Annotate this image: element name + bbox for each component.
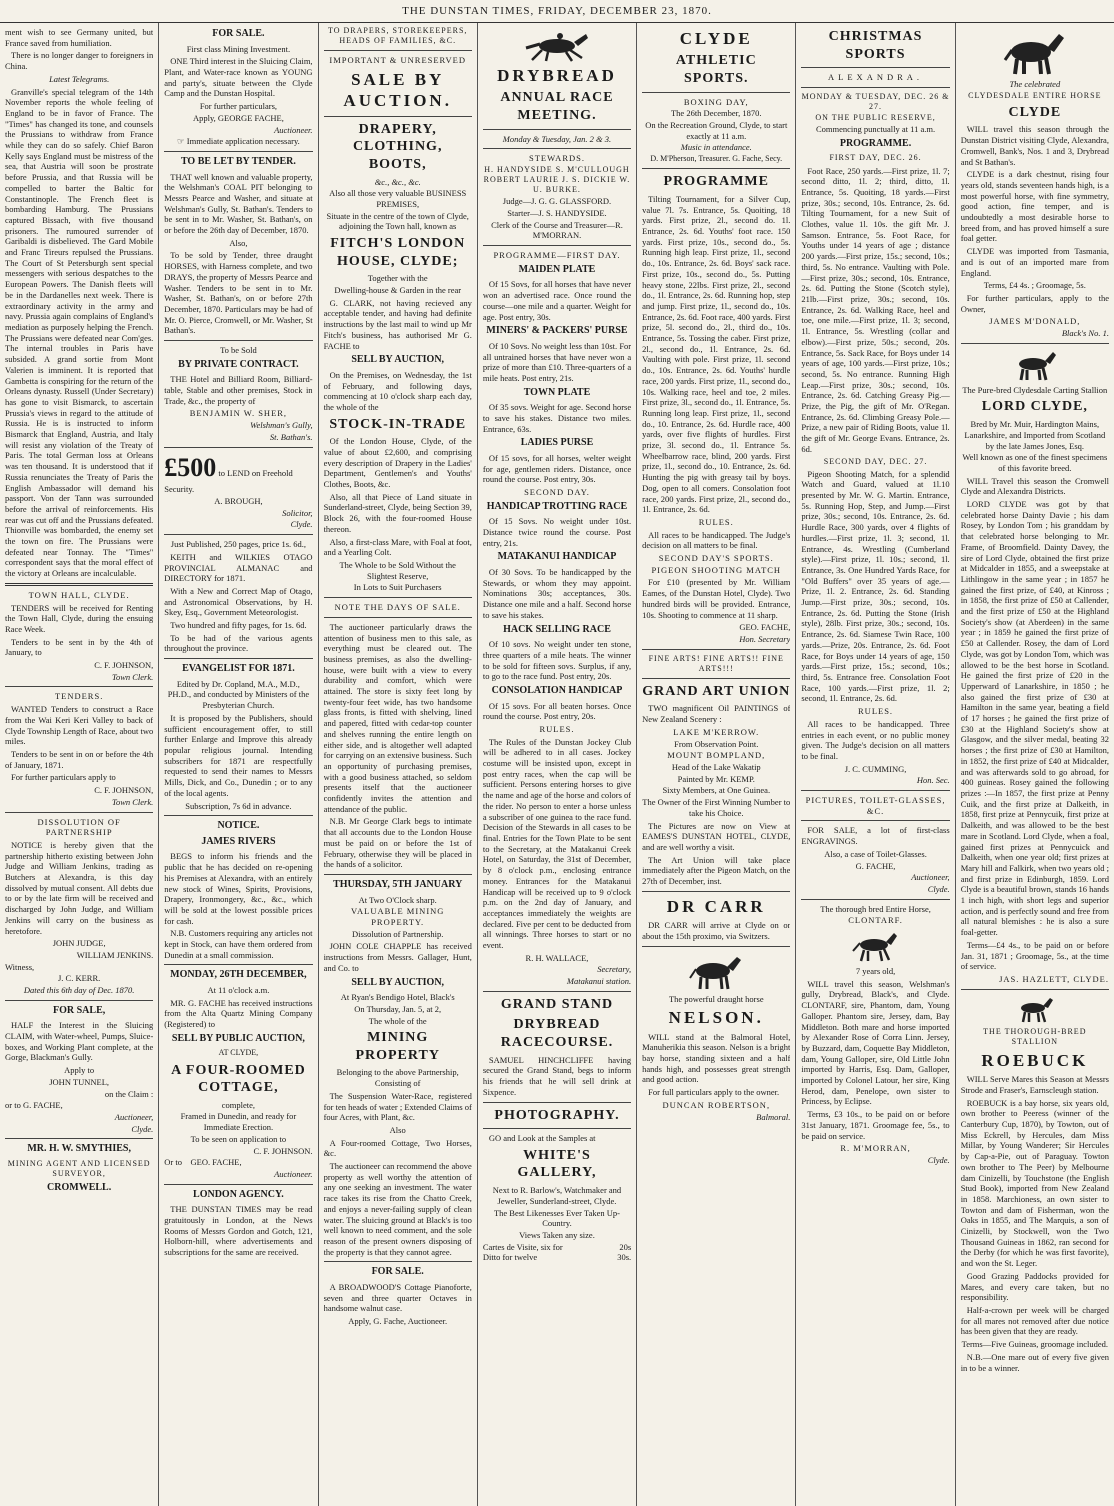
sale-heading-3: FOR SALE. [371,1266,424,1278]
clydesdale-heading: CLYDESDALE ENTIRE HORSE [968,90,1102,100]
consolation-heading: CONSOLATION HANDICAP [491,684,623,696]
nb-text: N.B. Mr George Clark begs to intimate that all accounts due to the London House must be paid on or before the 1st of February, otherwise they will be placed in the hands of a solicitor. [323,816,472,870]
tenders-signature-role: Town Clerk. [112,796,154,807]
matakanui-text: Of 30 Sovs. To be handicapped by the Stewards, or whom they may appoint. Nominations 30s; acceptances, 30s. Distance one mile and a half. Second horse to save his stakes. [482,567,632,620]
second-events: Pigeon Shooting Match, for a splendid Watch and Guard, valued at 1l.10 presented by Mr. W. G. Martin. Entrance, 5s. Running Hop, Step, and Jump.—First prize, 30s.; second, 10s. Entrance, 2s. 6d. Hurdle Race, 300 yards, over 4 flights of hurdles.—First prize, 1l. 3; second, 1l. Entrance, 4s. Wrestling (Cumberland style).—First prize, 1l. 10s.; second, 1l. Entrance, 3s. One Hundred Yards Race, for "Old Buffers" over 35 years of age.—Prize, 1l. 2. Entrance, 2s. 6d. Standing Jump.—First prize, 30s.; second, 10s. Entrance, 2s. 6d. Putting the Stone (Irish style), 28lb. First prize, 30s.; second, 10s. Entrance, 2s. 6d. Siamese Twin Race, 100 yards.—Prize, 20s. Entrance, 2s. 6d. Foot Race, for Boys under 14 years of age, 150 yards.—First prize, 15s.; second, 10s.; third, 5s. Entrance free. Consolation Foot Race, 100 yards.—First prize, 1l. 2; second, 1l. Entrance, 2s. 6d. [801,468,950,704]
forsale-role-2: Auctioneer. [274,124,313,135]
column-1 [0,23,159,1506]
race-text: The Suspension Water-Race, registered for ten heads of water ; Extended Claims of four Acres, with Plant, &c. [323,1090,472,1123]
forsale-text: HALF the Interest in the Sluicing CLAIM, with Water-wheel, Pumps, Sluice-boxes, and Working Plant complete, at the Gorge, Blackman's Gully. [5,1020,154,1063]
clyde-text-2: CLYDE is a dark chestnut, rising four years old, stands seventeen hands high, is a most powerful horse, with fine symmetry, good action, fine temper, and is undoubtedly a most desirable horse to breed from, and has proved himself a sure foal getter. [960,169,1109,244]
second-day-heading: SECOND DAY. [524,487,590,498]
art-union-text: The Art Union will take place immediately after the Pigeon Match, on the 27th of December, inst. [642,854,791,887]
celebrated-text: The celebrated [1009,79,1061,89]
also-text: Also all those very valuable BUSINESS PREMISES, [329,188,467,209]
programme-heading-2: PROGRAMME [663,174,769,190]
clark-text: G. CLARK, not having recieved any acceptable tender, and having had definite instructions by the last mail to wind up Mr Fitch's business, has authorised Mr G. FACHE to [323,297,472,351]
roebuck-text: WILL Serve Mares this Season at Messrs Strode and Fraser's, Earnscleugh station. [960,1074,1109,1095]
forsale-heading: FOR SALE, [53,1004,106,1016]
alexandra-dates: MONDAY & TUESDAY, DEC. 26 & 27. [801,91,950,112]
morran-name: R. M'MORRAN, [840,1143,911,1154]
handicap-trot-heading: HANDICAP TROTTING RACE [486,500,628,512]
nelson-owner: DUNCAN ROBERTSON, [662,1099,771,1110]
note-text: NOTE THE DAYS OF SALE. [334,602,461,613]
evangelist-heading: EVANGELIST FOR 1871. [182,663,295,675]
miners-text: Of 10 Sovs. No weight less than 10st. For all untrained horses that have never won a prize of more than £10. Three-quarters of a mile heats. Post entry, 21s. [482,340,632,383]
judge-text: Judge—J. G. G. GLASSFORD. [502,196,612,207]
view-text: The Pictures are now on View at EAMES'S DUNSTAN HOTEL, CLYDE, and are well worthy a visit. [642,820,791,852]
column-5 [637,23,796,1506]
townhall-heading: TOWN HALL, CLYDE. [28,589,130,600]
clontarf-intro: The thorough bred Entire Horse, [820,903,931,914]
let-text: THAT well known and valuable property, the Welshman's COAL PIT belonging to Messrs Pearce and Washer, and situate at Welshman's Gully, St. Bathan's. Tenders to be sent in to Mr. Washer, St. Bathan's, on or before the 26th day of December, 1870. [164,171,313,236]
forsale-further: For further particulars, [199,101,278,112]
mount-sub: Head of the Lake Wakatip [671,762,761,772]
fache-at: AT CLYDE, [218,1048,259,1058]
notice-heading: NOTICE. [217,820,260,832]
stewards-heading: STEWARDS. [528,153,585,164]
telegrams-text: Granville's special telegram of the 14th November reports the whole feeling of England to be in favor of France. The "Times" has changed its tone, and counsels the Prussians to withdraw from France while they can do so safely. Chief Baron Kelly says England must be mistress of the sea, that Austria will soon be prostrate before Prussia, and that Russia will be compelled to barter the Baltic for Constantinople. The French fleet is bombarding Hamburg. The Prussians captured Bissach, with five thousand prisoners. The rumoured surrender of Garibaldi is disbelieved. The Gard Mobile and Franc Tireurs repulsed the Prussians. The Court of St Petersburgh sent special messengers with serious despatches to the European Powers. The Danish fleets will be in the Dardanelles next week. There is extraordinary activity in the army and navy. Prussia again complains of England's mediation as purposely helping the French. The Prussians were defeated near Com'ges. The internal troubles in Paris have subsided. A grand sortie from Mont Valerien is imminent. It is reported that Gambetta is conspiring for the return of the Orleans dynasty. Russell (Under Secretary) has gone to visit Bismarck, to ascertain Prussia's views in regard to the attitude of Russia. He is is instructed to inform Bismarck that England, Austria, and Italy will resist any violation of the Treaty of Paris. The total German loss at Orleans was ten thousand. It is understood that if Russia renunciates the Treaty of Paris the English Ambassador will demand his passport. Von der Tann was surrounded before the arrival of reinforcements. His rear was cut off and the Prussians defeated. Thionville was bombarded, the enemy set the town on fire. The Prussians were defeated near Tonnay. The "Times" correspondent says that the moral effect of the victory at Orleans are incalculable. [5,86,154,579]
roebuck-nb: N.B.—One mare out of every five given in to be a winner. [960,1351,1109,1373]
dwelling-text: Dwelling-house & Garden in the rear [334,285,462,296]
dissolution-witness-name: J. C. KERR. [58,973,101,984]
christmas-heading: CHRISTMAS SPORTS [828,29,923,62]
sell-heading-2: SELL BY AUCTION, [351,976,445,988]
nelson-place: Balmoral. [756,1111,791,1122]
thorough-bred-heading: THE THOROUGH-BRED STALLION [983,1026,1087,1046]
clontarf-heading: CLONTARF. [848,915,903,926]
art-text: TWO magnificent Oil PAINTINGS of New Zealand Scenery : [642,703,791,725]
rules-heading: RULES. [539,723,575,734]
rules-heading-2: RULES. [698,516,734,527]
maiden-text: Of 15 Sovs, for all horses that have never won an advertised race. Once round the course—one mile and a quarter. Weight for age. Post entry, 30s. [482,279,632,322]
dissolution-signature-1: JOHN JUDGE, [52,938,106,949]
rules-heading-3: RULES. [858,706,894,717]
race-title: DRYBREAD [497,66,617,85]
lord-terms: Terms—£4 4s., to be paid on or before Jan. 31, 1871 ; Groomage, 5s., at the time of service. [960,939,1109,972]
clerk-text: Clerk of the Course and Treasurer—R. M'MORRAN. [491,219,623,241]
london-text: THE DUNSTAN TIMES may be read gratuitously in London, at the News Rooms of Messrs Gordon and Gotch, 121, Holborn-hill, where advertisements and subscriptions for the same are received. [164,1204,313,1258]
drapery-sub: &c., &c., &c. [374,176,421,187]
evangelist-price: Subscription, 7s 6d in advance. [185,800,292,811]
situate-text: Situate in the centre of the town of Clyde, adjoining the Town hall, known as [326,210,469,232]
forsale-role: Auctioneer, [114,1111,154,1122]
lend-amount: £500 [164,452,217,482]
telegrams-heading: Latest Telegrams. [49,73,110,84]
draught-horse-icon [681,951,751,991]
cottage-role: Auctioneer. [274,1168,313,1179]
private-heading-2: BY PRIVATE CONTRACT. [178,358,299,370]
pigeon-heading: PIGEON SHOOTING MATCH [651,564,782,575]
lend-role: Solicitor, [282,507,313,518]
tenders-text-3: For further particulars apply to [11,772,116,783]
hinchcliffe-text: SAMUEL HINCHCLIFFE having secured the Grand Stand, begs to inform his friends that he will sell drink at Sixpence. [482,1054,632,1097]
clyde-horse-heading: CLYDE [1008,104,1062,120]
smythies-name: MR. H. W. SMYTHIES, [27,1143,131,1155]
valuable-heading: VALUABLE MINING PROPERTY. [350,906,445,927]
recommend-text: The auctioneer can recommend the above property as well worthy the attention of any one seeking an investment. The water race takes its rise from the Chatto Creek, and enjoys a never-failing supply of clean water. The sluicing ground at Black's is too well known to need comment, and the sole reason of the present owners disposing of the property is that they cannot agree. [323,1161,472,1257]
first-events: Foot Race, 250 yards.—First prize, 1l. 7; second ditto, 1l. 2; third, ditto, 1l. Entrance, 5s. Quoiting, 18 yards.—First prize, 30s.; second, 10s. Entrance, 2s. 6d. Tilting Tournament, for a new Suit of Clothes, value 1l. 10s. the gift Mr. J. Samson. Entrance, 5s. Foot Race, for Youths under 14 years of age ; distance 200 yards.—First prize, 15s.; second, 10s.; third, 5s. No entrance. Vaulting with Pole.—First prize, 30s.; second, 10s. Entrance, 2s. 6d. Putting the Stone (Scotch style), 21lb.—First prize, 30s.; second, 10s. Entrance, 2s. 6d. Walking Race, heel and toe, one mile.—First prize, 1l. 3; second, 1l. Entrance, 5s. Wrestling (collar and elbow).—First prize, 50s.; second, 20s. Entrance, 5s. Sack Race, for Boys under 14 years of age, 100 yards.—First prize, 10s.; second, 5s. No entrance. Running High Leap.—First prize, 30s.; second, 10s. Entrance, 2s. 6d. Catching Greasy Pig.—Prize, the Pig, the gift of Mr. O'Regan. Entrance, 2s. 6d. Climbing Greasy Pole.—Prize, a new pair of Riding Boots, value 1l. the gift of Mr. George Evans. Entrance, 2s. 6d. [801,165,950,454]
views-text: Views Taken any size. [519,1229,595,1240]
rules-text-3: All races to be handicapped. Three entries in each event, or no public money given. The Judge's decision on all matters to be final. [801,718,950,761]
rivers-name: JAMES RIVERS [201,835,276,847]
lord-text-2: LORD CLYDE was got by that celebrated horse Dainty Davie ; his dam Rosey, by London Tom ; his granddam by that celebrated horse belonging to Mr. Frame, of Broomfield. Dainty Davey, the sire of Lord Clyde, obtained the first prize at Midcalder in 1855, and a sweepstake at Lithlingow in the same year ; in 1857 he gained the first prize, of £40, at Kinross ; in 1858, the first prize of £50 at Callender, and the first prize of £50 at the Highland Society's show (at Aberdeen) in the same year ; in 1859 he gained the first prize of £50 at Callender. Rosey, the dam of Lord Clyde, was got by London Tom, which was allowed to be the best horse in Scotland. He gained the first prize of £20 in the Upperward of Lanarkshire, in 1850 ; he also gained the first prize of £30 at Hamilton in the same year, beating a field of 17 horses ; he gained the first prize of £30 at the Highland Society's show at Glasgow, and the silver medal, beating 32 horses ; the first prize of £30 at Hamilton, in 1852, the first prize of £40 at Midcalder, and was afterwards sold to go abroad, for 400 guineas. Rosey gained the following prizes :—In 1857, the first prize at Penny Cuik, and the first prize at Dalkeith, in 1858, first prize at Pennycuik, first prize at Dalkeith, and was allowed to be the best mare in Scotland. Lord Clyde, when a foal, gained first prizes at Pennycuick and Dalkeith, when one year old; first prizes at Mary hill and Falkirk, when two years old ; and first prize in Edinburgh, 1859. Lord Clyde is a beautiful brown, stands 16 hands 1 inch high, with short legs and superior action, and is perfectly sound and free from all natural blemishes : he is also a sure foal-getter. [960,499,1109,938]
almanac-text-2: Two hundred and fifty pages, for 1s. 6d. [170,620,307,631]
nelson-text: WILL stand at the Balmoral Hotel, Manuherikia this season. Nelson is a bright bay horse, standing sixteen and a half hands high, and possesses great strength and good action. [642,1031,791,1085]
second-day-sports: SECOND DAY'S SPORTS. [658,553,774,564]
auctioneer-text: The auctioneer particularly draws the attention of business men to this sale, as everything must be cleared out. The business premises, as also the dwelling-house, were built with a view to every durability and comfort, which were attained. The store is sixty feet long by twenty-four feet wide, has two handsome glass fronts, is fitted with shelving, lined and papered, fitted with cedar-top counter and shelves running the entire length on either side, and is altogether well adapted for carrying on an extensive business. Such an opportunity of purchasing premises, with a good business attached, so seldom presents itself that the auctioneer confidently invites the attention and attendance of the public. [323,621,472,814]
reserve-text: ON THE PUBLIC RESERVE, [815,113,936,123]
events-text: Tilting Tournament, for a Silver Cup, value 7l. 7s. Entrance, 5s. Quoiting, 18 yards. First prize, 2l., second do. 1l. Entrance, 2s. 6d. Youths' foot race. 150 yards. First prize, 10s., second do., 5s. Running high leap. First prize, 1l., second do., 10s. Entrance, 2s. 6d. Boys' sack race. First prize, 10s., second do., 5s. Putting heavy stone, 22lbs. First prize, 2l., second do., 1l. Entrance, 2s. 6d. Running hop, step and jump. First prize, 1l., second do., 10s. Entrance, 2s. 6d. Foot race, 400 yards. First prize, 5l. second do., 2l., third do., 10s. Entrance, 5s. Tossing the caber. First prize, 2l., second do., 1l. Entrance, 2s. 6d. Vaulting with pole. First prize, 1l. second do., 10s. Entrance, 2s. 6d. Youths' hurdle race, 200 yards. First prize, 1l., second do., 10s. Walking race, heel and toe, 2 miles. First prize, 3l., second do., 1l. Entrance, 5s. Running long leap. First prize, 1l., second do., 10. Entrance, 2s. 6d. Hurdle race, 400 yards, over five flights of hurdles. First prize, 3l. second do., 1l. Entrance 5s. Wheelbarrow race, blind, 200 yards. First prize, 1l., second do., 10. Entrance, 2s. 6d. Hunting the pig with greasy tail by boys. Dog, open to all comers. Consolation foot race, 200 yards. First prize, 2l., second do., 1l. Entrance, 2s. 6d. [642,193,791,515]
cumming-name: J. C. CUMMING, [844,763,907,774]
chapple-text: JOHN COLE CHAPPLE has received instructions from Messrs. Gallager, Hunt, and Co. to [323,941,472,973]
lake-sub: From Observation Point. [674,738,759,749]
cottage-heading: A FOUR-ROOMED COTTAGE, [171,1062,306,1096]
miners-heading: MINERS' & PACKERS' PURSE [486,325,628,337]
dr-carr-text: DR CARR will arrive at Clyde on or about the 15th proximo, via Switzers. [642,920,791,941]
war-intro: ment wish to see Germany united, but France saved from humiliation. [5,27,154,48]
monday-heading: MONDAY, 26TH DECEMBER, [170,969,307,981]
clontarf-terms: Terms, £3 10s., to be paid on or before 31st January, 1871. Groomage fee, 5s., to be paid on service. [801,1109,950,1141]
white-heading: WHITE'S GALLERY, [517,1147,597,1181]
tenders-text: WANTED Tenders to construct a Race from the Wai Keri Keri Valley to back of Clyde Township Length of Race, about two miles. [5,704,154,747]
pure-bred-text: The Pure-bred Clydesdale Carting Stallion [962,384,1108,395]
stock-text: Of the London House, Clyde, of the value of about £2,600, and comprising every description of Drapery in the Ladies' Department, Gentlemen's and Youths' Clothes, Boots, &c. [323,436,472,490]
lend-block: £500 to LEND on Freehold Security. [164,452,293,495]
sale-heading: SALE BY AUCTION. [343,69,452,111]
thursday-time: At Two O'Clock sharp. [358,894,437,905]
private-name: BENJAMIN W. SHER, [189,408,288,419]
townhall-signature-role: Town Clerk. [112,671,154,682]
important-heading: IMPORTANT & UNRESERVED [329,55,467,66]
cottage-seen: To be seen on application to [190,1133,287,1144]
dissolution-signature-2: WILLIAM JENKINS. [76,949,154,960]
cottage-or: Or to GEO. FACHE, [164,1157,242,1168]
white-text: Next to R. Barlow's, Watchmaker and Jeweller, Sunderland-street, Clyde. [492,1185,622,1206]
forsale-apply: Apply to [64,1065,95,1076]
wallace-place: Matakanui station. [566,976,632,987]
cottage-sub: complete, [221,1099,256,1110]
commencing-text: Commencing punctually at 11 a.m. [815,124,936,135]
lord-clyde-heading: LORD CLYDE, [981,399,1088,415]
matakanui-heading: MATAKANUI HANDICAP [497,551,617,563]
roebuck-heading: ROEBUCK [981,1050,1089,1070]
rules-text: The Rules of the Dunstan Jockey Club will be adhered to in all cases. Jockey costume will be insisted upon, except in post entry races, when the cap will be sufficient. Persons entering horses to give the name and age of the horse and colors of the rider. No person to enter a horse unless a subscriber of one guinea to the race fund. Decision of the Stewards in all cases to be final. Entries for the Town Plate to be sent to the Secretary, at the Matakanui Creek Hotel, on Saturday, the 31st of December, by 8 o'clock p.m., enclosing entrance money. Entrances for the Matakanui Handicap will be received up to 9 o'clock p.m. on the 2nd day of January, and acceptances immediately the weights are declared. Five per cent to be deducted from all winnings. Three horses to start or no event. [482,736,632,951]
boxing-day: BOXING DAY, [683,96,749,107]
roebuck-terms: Terms—Five Guineas, groomage included. [961,1339,1109,1350]
london-heading: LONDON AGENCY. [193,1188,284,1200]
premises-text: On the Premises, on Wednesday, the 1st of February, and following days, commencing at 10 o'clock sharp each day, the whole of the [323,369,472,412]
forsale-or: or to G. FACHE, [5,1100,63,1111]
ryan-text: At Ryan's Bendigo Hotel, Black's [340,992,455,1003]
column-4 [478,23,637,1506]
whole-of: The whole of the [368,1015,427,1026]
wallace-name: R. H. WALLACE, [525,952,589,963]
roebuck-text-4: Half-a-crown per week will be charged for all mares not removed after due notice has been given that they are ready. [960,1304,1109,1337]
owner-text: The Owner of the First Winning Number to take his Choice. [642,797,791,818]
horse-race-icon [512,28,602,62]
hack-heading: HACK SELLING RACE [503,623,611,635]
cumming-role: Hon. Sec. [916,775,950,786]
mare-text: Also, a first-class Mare, with Foal at foot, and a Yearling Colt. [323,536,472,558]
members-text: Sixty Members, at One Guinea. [662,785,771,796]
carting-stallion-icon [1005,348,1065,382]
photo-text: GO and Look at the Samples at [488,1133,596,1144]
mining-heading: MINING PROPERTY [355,1030,440,1063]
hazlett-name: JAS. HAZLETT, CLYDE. [999,973,1109,984]
likeness-text: The Best Likenesses Ever Taken Up-Country. [493,1207,620,1229]
steward-list: H. HANDYSIDE S. M'CULLOUGH ROBERT LAURIE J. S. DICKIE W. U. BURKE. [483,165,631,195]
wallace-role: Secretary, [597,964,632,975]
sell-heading: SELL BY AUCTION, [351,354,445,366]
roebuck-horse-icon [1010,994,1060,1024]
land-text: Also, all that Piece of Land situate in Sunderland-street, Clyde, being Section 39, Block 26, with the four-roomed House thereon. [323,491,472,534]
town-heading: TOWN PLATE [523,386,591,398]
drapers-heading: TO DRAPERS, STOREKEEPERS, HEADS OF FAMILIES, &C. [328,26,468,46]
first-day-heading: FIRST DAY, DEC. 26. [829,153,922,163]
handicap-trot-text: Of 15 Sovs. No weight under 10st. Distance twice round the course. Post entry, 21s. [482,516,632,548]
smythies-role: MINING AGENT AND LICENSED SURVEYOR, [7,1158,151,1179]
clontarf-age: 7 years old, [855,966,896,977]
mount-title: MOUNT BOMPLAND, [667,750,766,761]
roebuck-text-2: ROEBUCK is a bay horse, six years old, own brother to Peeress (winner of the Canterbury Cup, 1870), by Towton, out of Miss Eckrell, by Hercules, dam Miss Millar, by Young Wanderer; Sir Hercules by Cap-a-Pie, out of Paraguay. Towton own brother to The Peer) by Melbourne dam Cinizelli, by Touchstone (the English Stud Book), imported from New Zealand in 1858. Marchioness, an own sister to Towton and dam of Fisherman, won the Oaks in 1855, and The Marquis, a son of Cinizelli, by Stockwell, won the Two Thousand Guineas in 1862, ran second for the Derby (for which he was first favorite), and won the St. Leger. [960,1097,1109,1269]
dr-carr-heading: DR CARR [666,896,766,916]
race-title-2: ANNUAL RACE MEETING. [500,90,614,124]
cottage-name-1: C. F. JOHNSON. [253,1145,313,1156]
private-place-2: St. Bathan's. [269,431,313,442]
forsale-sub: First class Mining Investment. [186,43,291,54]
pigeon-text: For £10 (presented by Mr. William Eames, of the Dunstan Hotel, Clyde). Two hundred birds will be provided. Entrance, 10s. Shooting to commence at 11 sharp. [642,577,791,620]
fache-place: Clyde. [927,883,950,894]
roebuck-text-3: Good Grazing Paddocks provided for Mares, and every care taken, but no responsibility. [960,1270,1109,1303]
geo-role: Hon. Secretary [739,634,791,644]
fitch-sub: Together with the [367,273,428,284]
officials-text: D. M'Pherson, Treasurer. G. Fache, Secy. [650,154,783,164]
drapery-heading: DRAPERY, CLOTHING, BOOTS, [352,121,443,172]
rules-text-2: All races to be handicapped. The Judge's decision on all matters to be final. [642,529,791,551]
ryan-date: On Thursday, Jan. 5, at 2, [354,1003,442,1014]
fache-role: Auctioneer, [911,872,950,883]
forsale-text-2: ONE Third interest in the Sluicing Claim, Plant, and Water-race known as YOUNG and party's, situate between the Clyde Camp and the Dunstan Hospital. [164,56,313,99]
forsale-heading-2: FOR SALE. [212,28,265,39]
geo-name: GEO. FACHE, [739,622,791,633]
whole-text: The Whole to be Sold Without the Slightest Reserve, [339,560,456,581]
lord-clyde-bred: Bred by Mr. Muir, Hardington Mains, Lanarkshire, and Imported from Scotland by the late James Jones, Esq. [964,419,1106,451]
ladies-heading: LADIES PURSE [520,437,594,449]
starter-text: Starter—J. S. HANDYSIDE. [507,208,607,218]
ditto-row: Ditto for twelve 30s. [482,1252,632,1263]
mcdonald-name: JAMES M'DONALD, [989,316,1081,327]
clyde-heading: CLYDE [679,29,753,48]
consolation-text: Of 15 sovs. For all beaten horses. Once round the course. Post entry, 20s. [482,700,632,722]
private-text: THE Hotel and Billiard Room, Billiard-table, Stable and other premises, Stock in Trade, &c., the property of [164,374,313,406]
townhall-signature: C. F. JOHNSON, [94,660,154,671]
alexandra-heading: ALEXANDRA. [828,72,924,83]
townhall-text: TENDERS will be received for Renting the Town Hall, Clyde, during the ensuing Race Week. [5,602,154,634]
column-3 [319,23,478,1506]
pictures-heading: PICTURES, TOILET-GLASSES, &C. [805,795,946,816]
column-2 [159,23,318,1506]
clontarf-text: WILL travel this season, Welshman's gully, Drybread, Black's, and Clyde. CLONTARF, sire, Phantom, dam, Young Galloper. Phantom sire, Jersey, dam, Bay Middleton. Both mare and horse imported by Alexander Rose of Corra Linn. Jersey, by Buzzard, dam, Coquette Bay Middleton, dam, Young Galloper, sire, Old Little John imported by Harris, Esq. Dam, Galloper, imported by Colonel Latour, her sire, King Herod, dam, Penelope, own sister to Princess, by Eclipse. [801,978,950,1107]
let-also: Also, [229,237,248,248]
athletic-heading: ATHLETIC SPORTS. [675,53,757,87]
painted-text: Painted by Mr. KEMP. [677,773,755,784]
lord-text: WILL Travel this season the Cromwell Clyde and Alexandra Districts. [960,475,1109,497]
townhall-text-2: Tenders to be sent in by the 4th of January, to [5,636,154,658]
lend-place: Clyde. [290,519,313,530]
fache-text: MR. G. FACHE has received instructions from the Alta Quartz Mining Company (Registered) to [164,997,313,1030]
fache-sell: SELL BY PUBLIC AUCTION, [171,1032,305,1044]
piano-apply: Apply, G. Fache, Auctioneer. [348,1316,448,1327]
clyde-further: For further particulars, apply to the Owner, [960,292,1109,314]
forsale-place: Clyde. [131,1123,154,1134]
dissolution-heading: DISSOLUTION OF PARTNERSHIP [37,816,121,838]
smythies-place: CROMWELL. [47,1182,112,1194]
forsale-on-claim: on the Claim : [104,1088,154,1099]
dissolution-sub: Dissolution of Partnership. [352,928,444,939]
column-6 [796,23,955,1506]
cottage-text-3: A Four-roomed Cottage, Two Horses, &c. [323,1137,472,1159]
tenders-signature: C. F. JOHNSON, [94,785,154,796]
clyde-text: WILL travel this season through the Dunstan District visiting Clyde, Alexandra, Cromwell, Bank's, Nos. 1 and 3, Drybread and St Bathan's. [960,124,1109,167]
let-heading: TO BE LET BY TENDER. [180,155,296,167]
clyde-text-3: CLYDE was imported from Tasmania, and is out of an imported mare from England. [960,246,1109,278]
art-union-heading: GRAND ART UNION [642,683,791,699]
column-7 [956,23,1114,1506]
fitch-heading: FITCH'S LONDON HOUSE, CLYDE; [330,236,466,269]
rivers-nb: N.B. Customers requiring any articles not kept in Stock, can have them ordered from Dunedin at a small commission. [164,928,313,960]
grand-stand-heading: GRAND STAND [500,996,614,1012]
thursday-heading: THURSDAY, 5TH JANUARY [333,878,463,890]
programme-heading-3: PROGRAMME. [839,137,912,149]
tenders-text-2: Tenders to be sent in on or before the 4th of January, 1871. [5,749,154,770]
music-text: Music in attendance. [680,142,752,153]
engravings-text: FOR SALE, a lot of first-class ENGRAVINGS. [801,825,950,847]
ladies-text: Of 15 sovs, for all horses, welter weight for age, gentlemen riders. Distance, once round the course. Post entry, 30s. [482,452,632,485]
rivers-text: BEGS to inform his friends and the public that he has decided on re-opening his Premises at Alexandra, with an entirely new stock of Wines, Spirits, Provisions, Drapery, Ironmongery, &c., &c., which will be sold at the lowest possible prices for cash. [164,851,313,926]
lake-title: LAKE M'KERROW. [673,726,760,737]
forsale-name-1: JOHN TUNNEL, [49,1076,110,1087]
clydesdale-horse-icon [995,28,1075,76]
fine-arts-banner: FINE ARTS! FINE ARTS!! FINE ARTS!!! [648,653,784,673]
almanac-text-3: To be had of the various agents throughout the province. [164,632,313,654]
forsale-note: ☞ Immediate application necessary. [177,136,300,147]
town-text: Of 35 sovs. Weight for age. Second horse to save his stakes. Distance two miles. Entrance, 63s. [482,402,632,434]
stock-heading: STOCK-IN-TRADE [329,416,467,432]
masthead: THE DUNSTAN TIMES, FRIDAY, DECEMBER 23, 1870. [0,0,1114,23]
fache-name: G. FACHE, [855,860,896,871]
cottage-text: Framed in Dunedin, and ready for Immediate Erection. [180,1111,297,1133]
thoroughbred-horse-icon [846,929,906,963]
glasses-text: Also, a case of Toilet-Glasses. [824,848,927,859]
almanac-text: With a New and Correct Map of Otago, and Astronomical Observations, by H. Skey, Esq., Government Meteorologist. [164,585,313,618]
belonging-text: Belonging to the above Partnership, Consisting of [336,1067,459,1089]
pointing-hand-icon: ☞ [177,136,185,147]
morran-place: Clyde. [927,1155,950,1165]
mcdonald-place: Black's No. 1. [1061,328,1109,339]
let-also-text: To be sold by Tender, three draught HORSES, with Harness complete, and two DRAYS, the property of Messrs Pearce and Washer. Tenders to be sent in to Mr. Washer, St. Bathan's, on or before 27th December, 1870. Particulars may be had of Mr. O. Pierce, Cromwell, or Mr. Washer, St Bathan's. [164,250,313,336]
sports-date: The 26th December, 1870. [670,108,762,119]
maiden-heading: MAIDEN PLATE [518,263,596,275]
grand-stand-heading-2: DRYBREAD RACECOURSE. [500,1017,614,1051]
evangelist-text-2: It is proposed by the Publishers, should sufficient encouragement offer, to still further Enlarge and Improve this already popular religious journal. Intending subscribers for 1871 are respectfully requested to send their names to Messrs Mills, Dick, and Co., Dunedin ; or to any of the local agents. [164,712,313,798]
lend-name: A. BROUGH, [214,496,263,507]
tenders-heading: TENDERS. [54,691,104,702]
forsale-apply-2: Apply, GEORGE FACHE, [192,112,284,123]
piano-text: A BROADWOOD'S Cottage Pianoforte, seven and three quarter Octaves in handsome walnut case. [323,1282,472,1314]
programme-heading: PROGRAMME—FIRST DAY. [493,250,621,261]
lots-text: In Lots to Suit Purchasers [353,582,442,593]
nelson-heading: NELSON. [668,1008,764,1028]
private-place: Welshman's Gully, [250,420,313,431]
dissolution-date: Dated this 6th day of Dec. 1870. [23,985,135,996]
almanac-pub: Just Published, 250 pages, price 1s. 6d., [170,539,307,550]
dissolution-text: NOTICE is hereby given that the partnership hitherto existing between John Judge and William Jenkins, trading as Butchers at Alexandra, is this day dissolved by mutual consent. All debts due to or by the late firm will be received and discharged by John Judge, and William Jenkins will carry on the business as heretofore. [5,839,154,936]
dissolution-witness: Witness, [5,961,35,972]
race-dates: Monday & Tuesday, Jan. 2 & 3. [502,133,612,144]
war-intro-2: There is no longer danger to foreigners in China. [5,50,154,72]
almanac-title: KEITH and WILKIES OTAGO PROVINCIAL ALMANAC and DIRECTORY for 1871. [164,551,313,584]
evangelist-text: Edited by Dr. Copland, M.A., M.D., PH.D., and conducted by Ministers of the Presbyterian Church. [167,678,310,711]
sports-ground: On the Recreation Ground, Clyde, to start exactly at 11 a.m. [645,120,788,141]
cartes-row: Cartes de Visite, six for 20s [482,1241,632,1252]
also-2: Also [389,1124,406,1135]
well-known-text: Well known as one of the finest specimens of this favorite breed. [962,452,1108,473]
monday-time: At 11 o'clock a.m. [207,985,270,996]
nelson-intro: The powerful draught horse [668,993,764,1004]
photo-heading: PHOTOGRAPHY. [494,1107,620,1123]
nelson-apply: For full particulars apply to the owner. [648,1087,780,1098]
private-heading: To be Sold [220,345,257,356]
hack-text: Of 10 sovs. No weight under ten stone, three quarters of a mile heats. The winner to be sold for fifteen sovs. Surplus, if any, to go to the race fund. Post entry, 20s. [482,639,632,682]
clyde-terms: Terms, £4 4s. ; Groomage, 5s. [983,280,1086,291]
second-day-heading-2: SECOND DAY, DEC. 27. [823,456,928,466]
